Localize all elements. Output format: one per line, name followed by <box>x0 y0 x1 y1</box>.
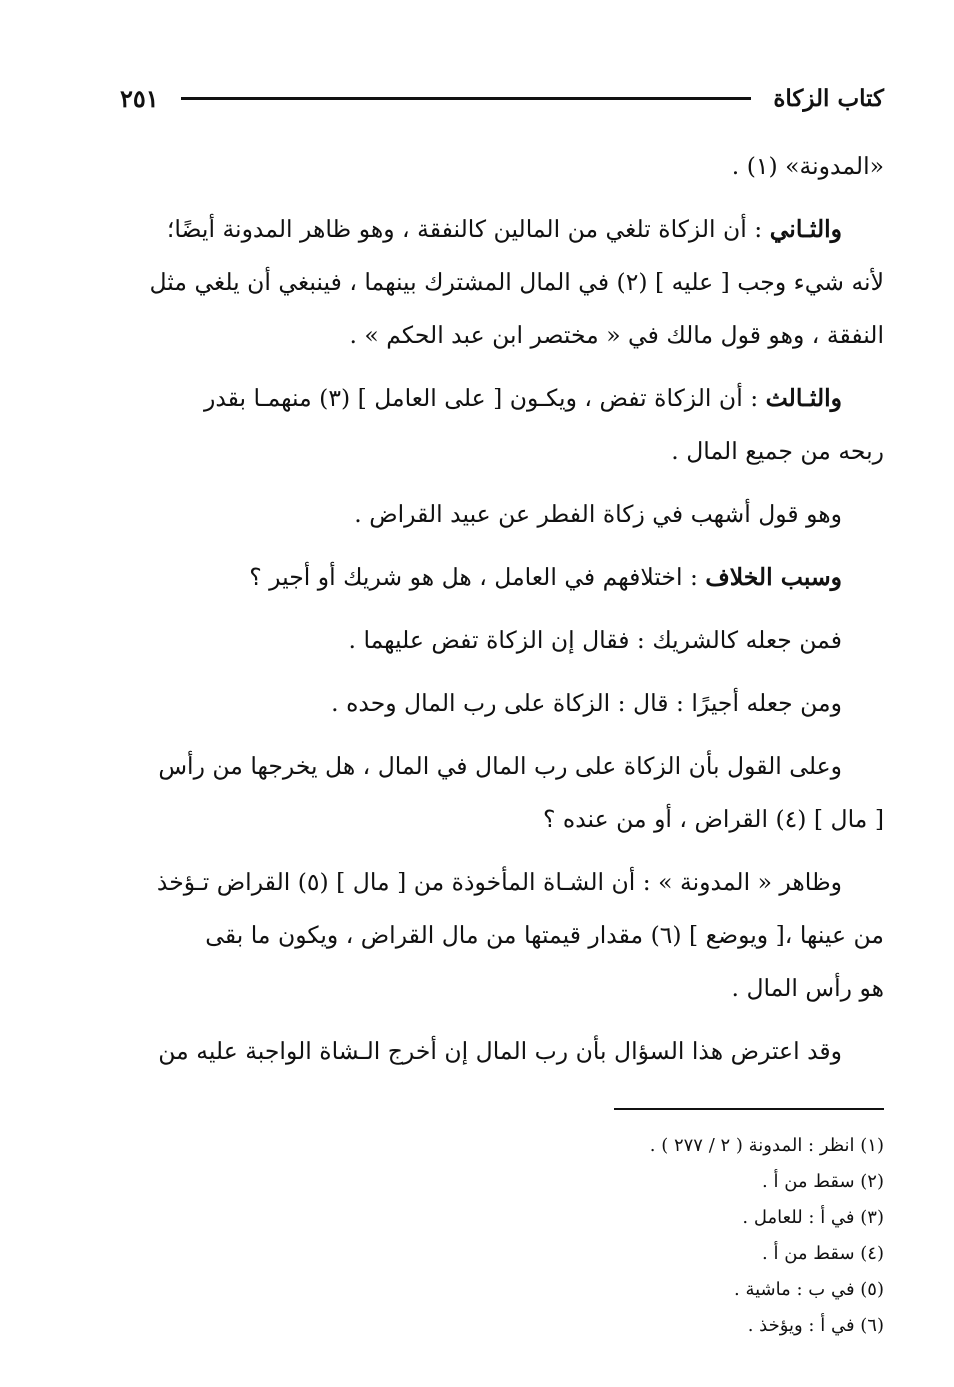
text-line: فمن جعله كالشريك : فقال إن الزكاة تفض عليهما . <box>348 626 842 654</box>
text-line: وهو قول أشهب في زكاة الفطر عن عبيد القراض . <box>354 500 842 528</box>
text-line: وقد اعترض هذا السؤال بأن رب المال إن أخرج الـشاة الواجبة عليه من <box>158 1037 842 1065</box>
page-header <box>120 78 884 118</box>
text-run: : اختلافهم في العامل ، هل هو شريك أو أجير ؟ <box>249 563 706 591</box>
header-rule <box>181 97 752 100</box>
footnote-separator <box>614 1108 884 1110</box>
text-line: «المدونة» (١) . <box>731 152 884 180</box>
paragraph-lead: وسبب الخلاف <box>705 563 842 591</box>
footnote: (٣) في أ : للعامل . <box>742 1207 884 1228</box>
text-line: وعلى القول بأن الزكاة على رب المال في المال ، هل يخرجها من رأس <box>158 752 842 780</box>
chapter-title: كتاب الزكاة <box>773 84 884 112</box>
paragraph-lead: والثـاني <box>769 215 842 243</box>
text-line <box>120 372 884 425</box>
text-run: : أن الزكاة تفض ، ويكـون [ على العامل ] (٣) منهمـا بقدر <box>203 384 766 412</box>
text-line: وظاهر « المدونة » : أن الشـاة المأخوذة من [ مال ] (٥) القراض تـؤخذ <box>156 868 842 896</box>
text-line <box>120 551 884 604</box>
footnote: (١) انظر : المدونة ( ٢ / ٢٧٧ ) . <box>649 1135 884 1156</box>
footnote: (٢) سقط من أ . <box>762 1171 884 1192</box>
footnote: (٥) في ب : ماشية . <box>734 1279 884 1300</box>
book-page <box>120 78 884 1344</box>
text-line: من عينها ،[ ويوضع ] (٦) مقدار قيمتها من مال القراض ، ويكون ما بقى <box>205 921 884 949</box>
footnotes <box>120 1128 884 1344</box>
text-line: ومن جعله أجيرًا : قال : الزكاة على رب المال وحده . <box>331 689 842 717</box>
body-text <box>120 140 884 1078</box>
text-line: لأنه شيء وجب [ عليه ] (٢) في المال المشترك بينهما ، فينبغي أن يلغي مثل <box>149 268 884 296</box>
text-line: النفقة ، وهو قول مالك في « مختصر ابن عبد الحكم » . <box>349 321 884 349</box>
footnote: (٤) سقط من أ . <box>762 1243 884 1264</box>
footnote: (٦) في أ : ويؤخذ . <box>747 1315 884 1336</box>
text-run: : أن الزكاة تلغي من المالين كالنفقة ، وهو ظاهر المدونة أيضًا؛ <box>166 215 770 243</box>
paragraph-lead: والثـالث <box>765 384 842 412</box>
text-line: هو رأس المال . <box>731 974 884 1002</box>
text-line <box>120 203 884 256</box>
page-number: ٢٥١ <box>120 83 159 113</box>
text-line: [ مال ] (٤) القراض ، أو من عنده ؟ <box>542 805 884 833</box>
text-line: ربحه من جميع المال . <box>671 437 884 465</box>
